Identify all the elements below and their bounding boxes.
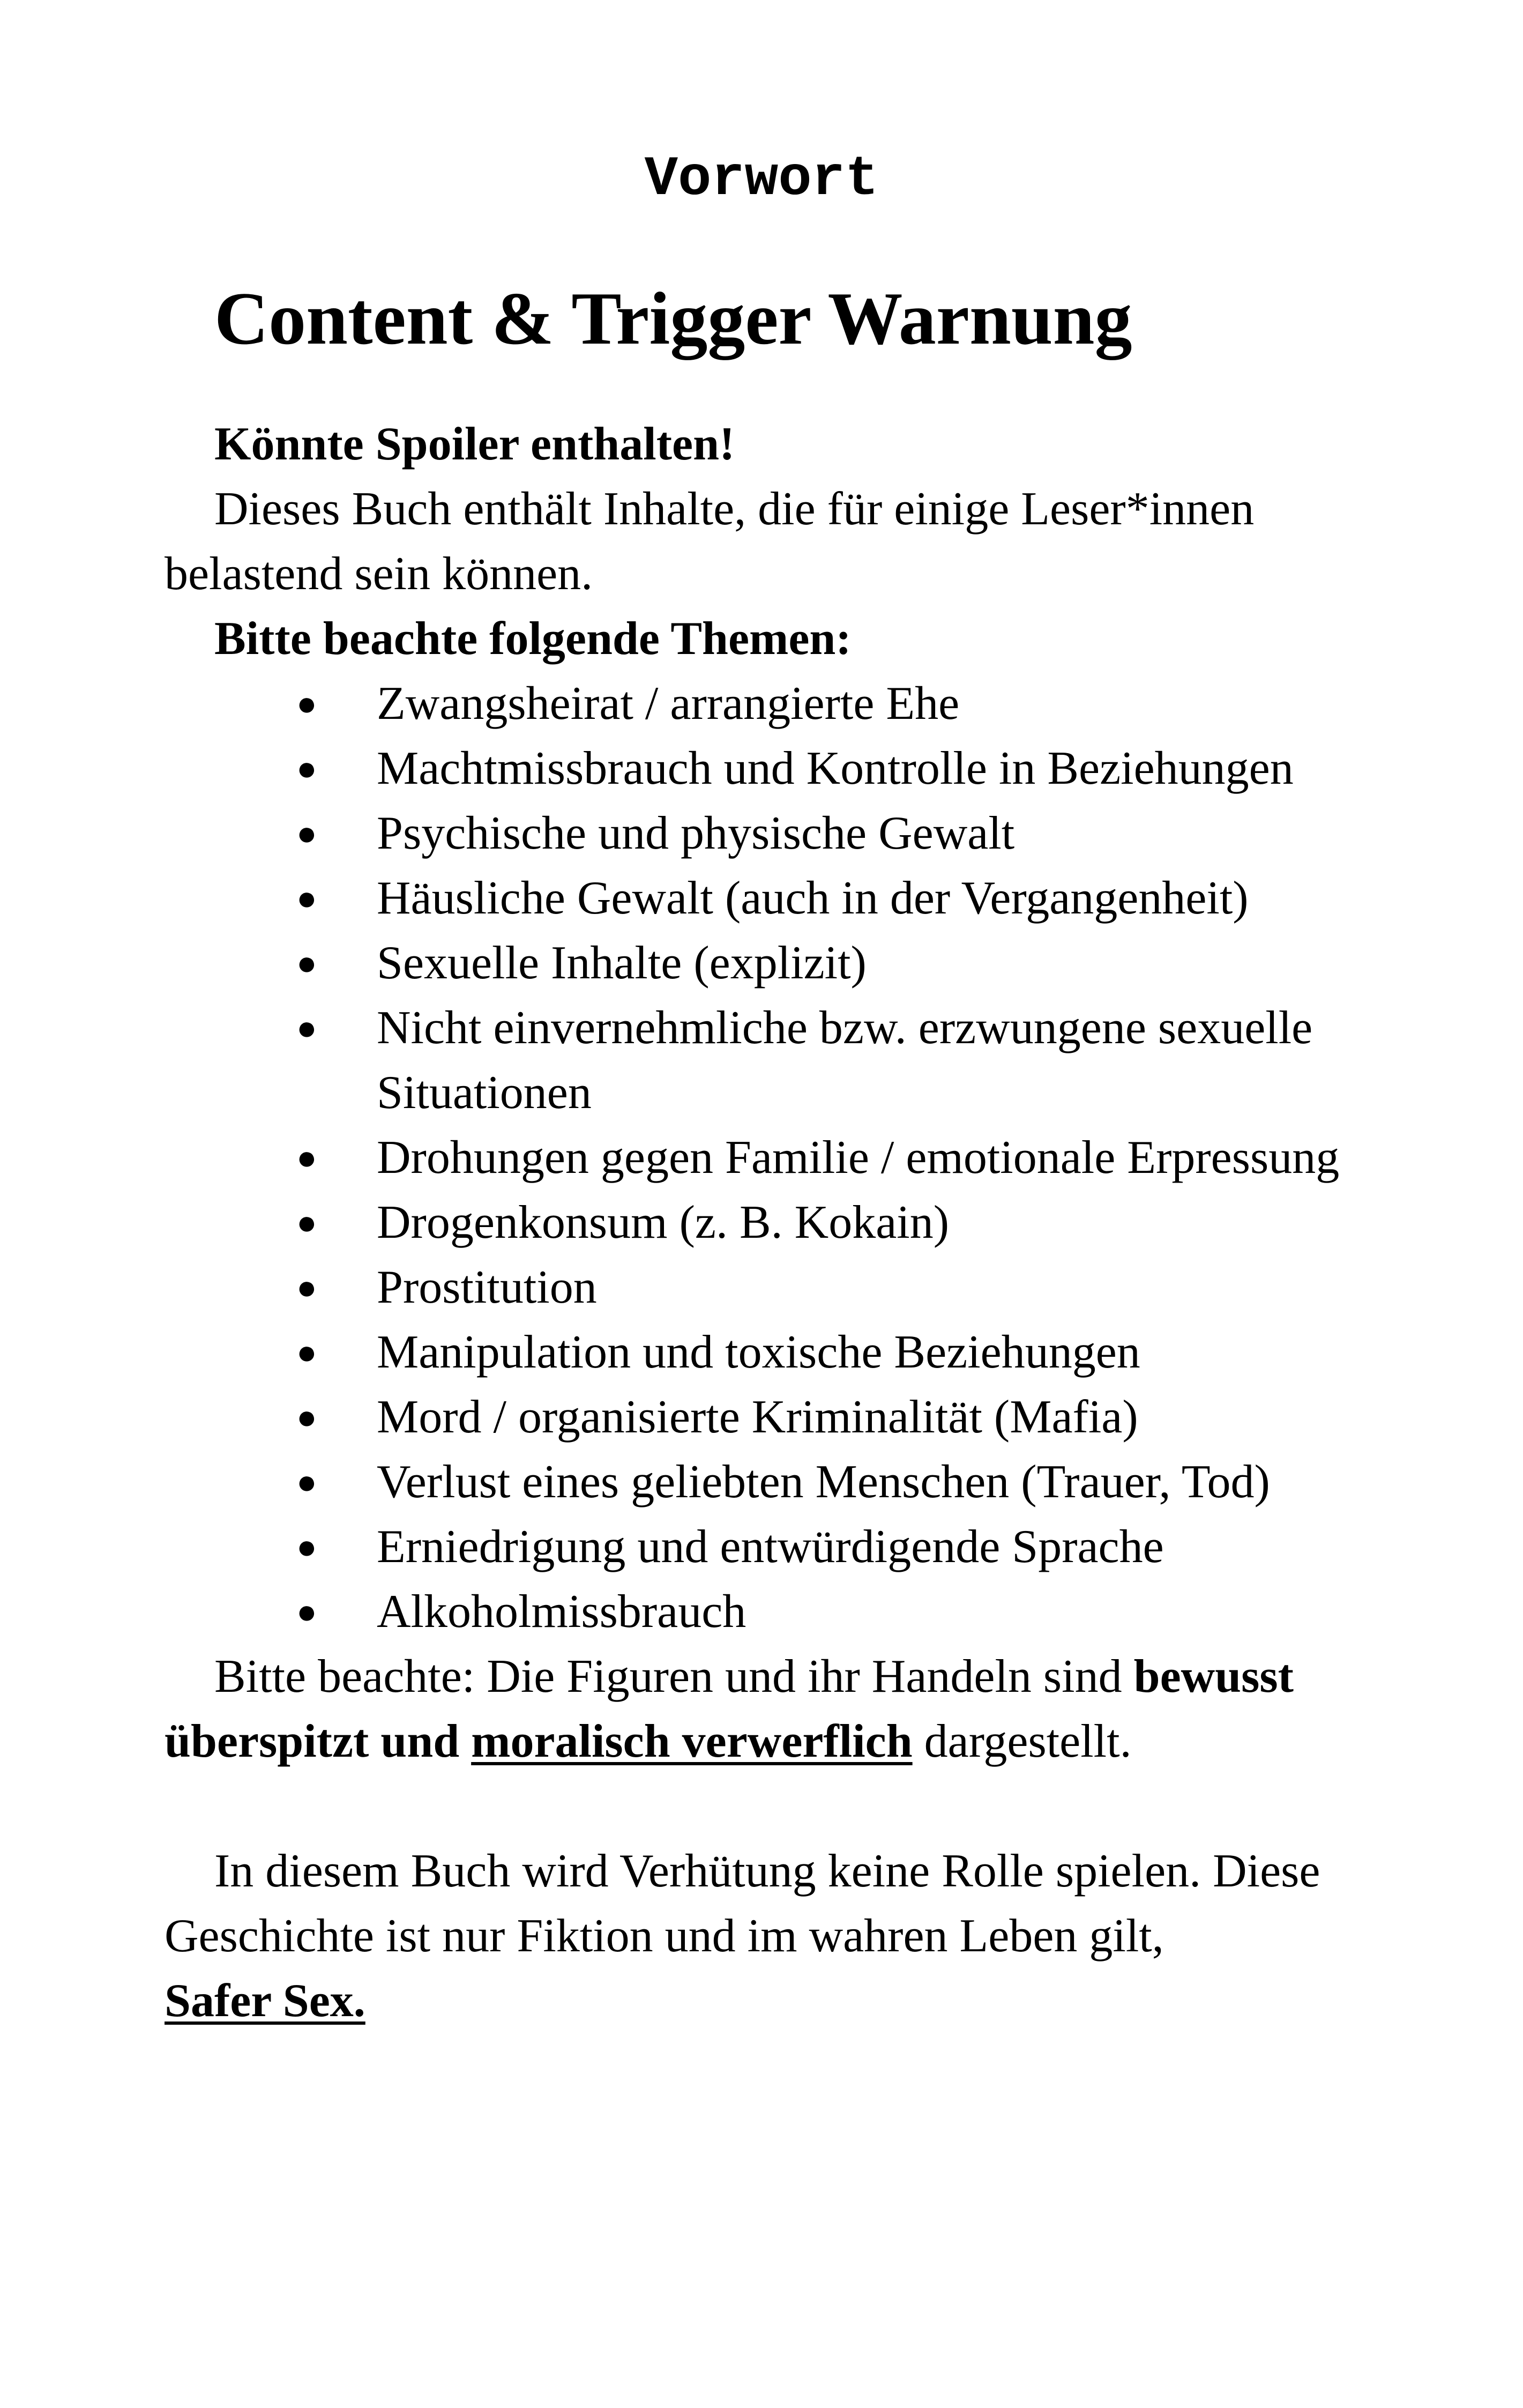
list-item: [296, 1255, 1395, 1320]
safer-sex-emphasis: Safer Sex.: [165, 1975, 365, 2027]
closing-emphasis-line: [165, 1968, 1397, 2033]
bullet-icon: ●: [296, 1333, 317, 1371]
topic-text: Alkoholmissbrauch: [377, 1586, 746, 1638]
bullet-icon: ●: [296, 685, 317, 723]
topic-text: Drogenkonsum (z. B. Kokain): [377, 1196, 950, 1248]
bullet-icon: ●: [296, 749, 317, 787]
section-title: Vorwort: [644, 148, 879, 211]
bullet-icon: ●: [296, 814, 317, 852]
note-suffix: dargestellt.: [912, 1715, 1132, 1767]
bullet-icon: ●: [296, 944, 317, 982]
list-item: [296, 736, 1395, 801]
bullet-icon: ●: [296, 1268, 317, 1306]
bullet-icon: ●: [296, 1139, 317, 1177]
topic-text: Mord / organisierte Kriminalität (Mafia): [377, 1391, 1138, 1443]
list-item: [296, 1579, 1395, 1644]
topics-heading: Bitte beachte folgende Themen:: [214, 613, 852, 665]
closing-paragraph: In diesem Buch wird Verhütung keine Rolle spielen. Diese Geschichte ist nur Fiktion und im wahren Leben gilt,: [165, 1845, 1320, 1962]
paragraph-spacer: [165, 1774, 1397, 1839]
note-prefix: Bitte beachte: Die Figuren und ihr Handeln sind: [214, 1651, 1134, 1703]
list-item: [296, 1125, 1395, 1190]
bullet-icon: ●: [296, 1593, 317, 1631]
bullet-icon: ●: [296, 879, 317, 917]
bullet-icon: ●: [296, 1203, 317, 1242]
topic-text: Prostitution: [377, 1261, 597, 1313]
topic-text: Manipulation und toxische Beziehungen: [377, 1326, 1140, 1378]
topics-list: [165, 671, 1395, 1644]
note-bold-underlined: moralisch verwerflich: [471, 1715, 913, 1767]
topic-text: Machtmissbrauch und Kontrolle in Beziehungen: [377, 742, 1294, 794]
spoiler-notice: Könnte Spoiler enthalten!: [214, 418, 735, 470]
list-item: [296, 1320, 1395, 1385]
list-item: [296, 671, 1395, 736]
bullet-icon: ●: [296, 1528, 317, 1566]
page-heading: Content & Trigger Warnung: [214, 277, 1132, 360]
list-item: [296, 866, 1395, 931]
bullet-icon: ●: [296, 1398, 317, 1436]
topic-text: Verlust eines geliebten Menschen (Trauer, Tod): [377, 1456, 1270, 1508]
topic-text: Zwangsheirat / arrangierte Ehe: [377, 678, 960, 730]
list-item: [296, 1514, 1395, 1579]
note-bold: bewusst überspitzt und: [165, 1651, 1294, 1767]
list-item: [296, 1450, 1395, 1514]
bullet-icon: ●: [296, 1463, 317, 1501]
note-paragraph: [165, 1644, 1397, 1774]
list-item: [296, 995, 1395, 1125]
list-item: [296, 801, 1395, 866]
topic-text: Erniedrigung und entwürdigende Sprache: [377, 1521, 1164, 1573]
topic-text: Psychische und physische Gewalt: [377, 807, 1015, 859]
warning-body: [165, 412, 1397, 2033]
topic-text: Sexuelle Inhalte (explizit): [377, 937, 867, 989]
topic-text: Nicht einvernehmliche bzw. erzwungene sexuelle Situationen: [377, 1002, 1313, 1119]
list-item: [296, 1190, 1395, 1255]
list-item: [296, 1385, 1395, 1450]
list-item: [296, 931, 1395, 995]
bullet-icon: ●: [296, 1009, 317, 1047]
topic-text: Drohungen gegen Familie / emotionale Erpressung: [377, 1132, 1340, 1184]
topic-text: Häusliche Gewalt (auch in der Vergangenheit): [377, 872, 1249, 924]
intro-paragraph: Dieses Buch enthält Inhalte, die für einige Leser*innen belastend sein können.: [165, 483, 1255, 600]
